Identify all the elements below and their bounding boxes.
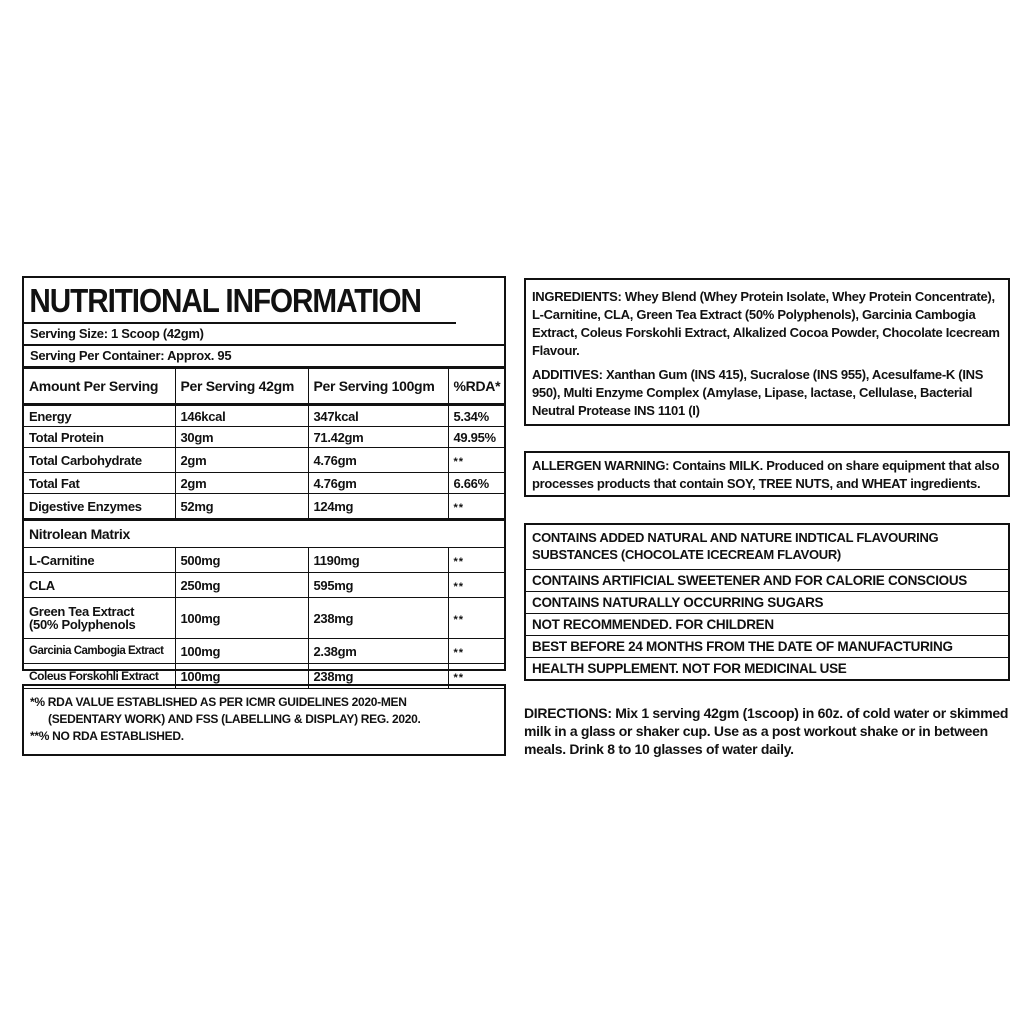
- nutrient-name: CLA: [24, 573, 175, 598]
- per-42gm: 2gm: [175, 448, 308, 473]
- per-42gm: 2gm: [175, 473, 308, 494]
- footnote-line: **% NO RDA ESTABLISHED.: [30, 729, 184, 743]
- column-header: %RDA*: [448, 369, 504, 405]
- nutrient-name: Coleus Forskohli Extract: [24, 664, 175, 689]
- nutrient-name: [24, 598, 175, 639]
- directions-label: DIRECTIONS:: [524, 705, 612, 721]
- footnote-line: *% RDA VALUE ESTABLISHED AS PER ICMR GUIDELINES 2020-MEN: [30, 695, 407, 709]
- directions: [524, 704, 1010, 758]
- additives-paragraph: [532, 366, 1002, 420]
- claims-box: [524, 523, 1010, 681]
- rda: 49.95%: [448, 427, 504, 448]
- table-row: [24, 548, 504, 573]
- per-100gm: 595mg: [308, 573, 448, 598]
- claim-line: NOT RECOMMENDED. FOR CHILDREN: [526, 614, 1008, 636]
- table-row: [24, 598, 504, 639]
- claim-line: BEST BEFORE 24 MONTHS FROM THE DATE OF MANUFACTURING: [526, 636, 1008, 658]
- claim-line: HEALTH SUPPLEMENT. NOT FOR MEDICINAL USE: [532, 661, 847, 676]
- per-100gm: 124mg: [308, 494, 448, 520]
- claim-line: CONTAINS ADDED NATURAL AND NATURE INDTICAL FLAVOURING SUBSTANCES (CHOCOLATE ICECREAM FLAVOUR): [526, 525, 1008, 570]
- nutrition-panel: [22, 276, 506, 684]
- rda: **: [448, 598, 504, 639]
- nutrition-title: NUTRITIONAL INFORMATION: [24, 278, 456, 324]
- per-100gm: 71.42gm: [308, 427, 448, 448]
- per-42gm: 146kcal: [175, 405, 308, 427]
- per-100gm: 238mg: [308, 598, 448, 639]
- servings-per-container: Serving Per Container: Approx. 95: [24, 346, 504, 368]
- ingredients-label: INGREDIENTS:: [532, 289, 622, 304]
- per-100gm: 4.76gm: [308, 473, 448, 494]
- additives-text: Xanthan Gum (INS 415), Sucralose (INS 955), Acesulfame-K (INS 950), Multi Enzyme Complex (Amylase, Lipase, lactase, Cellulase, Bacterial Neutral Protease INS 1101 (I): [532, 367, 984, 418]
- rda: 6.66%: [448, 473, 504, 494]
- per-42gm: 30gm: [175, 427, 308, 448]
- rda: **: [448, 573, 504, 598]
- nutrient-name-line2: (50% Polyphenols: [29, 617, 136, 632]
- column-header: Amount Per Serving: [24, 369, 175, 405]
- table-row: [24, 494, 504, 520]
- claim-line: CONTAINS NATURALLY OCCURRING SUGARS: [526, 592, 1008, 614]
- footnote-line: (SEDENTARY WORK) AND FSS (LABELLING & DISPLAY) REG. 2020.: [48, 712, 421, 726]
- per-100gm: 347kcal: [308, 405, 448, 427]
- rda: **: [448, 548, 504, 573]
- per-100gm: 2.38gm: [308, 639, 448, 664]
- additives-label: ADDITIVES:: [532, 367, 603, 382]
- table-row: [24, 448, 504, 473]
- rda: **: [448, 448, 504, 473]
- nutrition-table: [24, 368, 504, 689]
- allergen-warning-box: [524, 451, 1010, 497]
- nutrient-name: Total Protein: [24, 427, 175, 448]
- matrix-header-row: [24, 520, 504, 548]
- per-42gm: 52mg: [175, 494, 308, 520]
- table-row: [24, 473, 504, 494]
- rda: **: [448, 494, 504, 520]
- per-42gm: 100mg: [175, 639, 308, 664]
- rda: **: [448, 664, 504, 689]
- table-row: [24, 405, 504, 427]
- column-header: Per Serving 42gm: [175, 369, 308, 405]
- per-100gm: 4.76gm: [308, 448, 448, 473]
- allergen-text: Contains MILK. Produced on share equipment that also processes products that contain SOY, TREE NUTS, and WHEAT ingredients.: [532, 458, 1000, 491]
- nutrient-name: Digestive Enzymes: [24, 494, 175, 520]
- rda: **: [448, 639, 504, 664]
- table-row: [24, 427, 504, 448]
- per-42gm: 100mg: [175, 598, 308, 639]
- allergen-label: ALLERGEN WARNING:: [532, 458, 670, 473]
- nutrient-name: Garcinia Cambogia Extract: [24, 639, 175, 664]
- per-100gm: 1190mg: [308, 548, 448, 573]
- nutrient-name-line1: Green Tea Extract: [29, 604, 135, 619]
- nutrient-name: Total Fat: [24, 473, 175, 494]
- table-header-row: [24, 369, 504, 405]
- table-row: [24, 639, 504, 664]
- matrix-title: Nitrolean Matrix: [24, 520, 504, 548]
- rda: 5.34%: [448, 405, 504, 427]
- rda-footnote: [22, 684, 506, 756]
- serving-size: Serving Size: 1 Scoop (42gm): [24, 324, 504, 346]
- ingredients-box: [524, 278, 1010, 426]
- per-100gm: 238mg: [308, 664, 448, 689]
- per-42gm: 250mg: [175, 573, 308, 598]
- directions-text: Mix 1 serving 42gm (1scoop) in 60z. of cold water or skimmed milk in a glass or shaker cup. Use as a post workout shake or in between meals. Drink 8 to 10 glasses of water daily.: [524, 705, 1009, 757]
- column-header: Per Serving 100gm: [308, 369, 448, 405]
- ingredients-text: Whey Blend (Whey Protein Isolate, Whey Protein Concentrate), L-Carnitine, CLA, Green Tea Extract (50% Polyphenols), Garcinia Cambogia Extract, Coleus Forskohli Extract, Alkalized Cocoa Powder, Chocolate Icecream Flavour.: [532, 289, 1000, 358]
- claim-line: CONTAINS ARTIFICIAL SWEETENER AND FOR CALORIE CONSCIOUS: [526, 570, 1008, 592]
- nutrient-name: L-Carnitine: [24, 548, 175, 573]
- nutrient-name: Total Carbohydrate: [24, 448, 175, 473]
- per-42gm: 100mg: [175, 664, 308, 689]
- per-42gm: 500mg: [175, 548, 308, 573]
- nutrient-name: Energy: [24, 405, 175, 427]
- table-row: [24, 573, 504, 598]
- ingredients-paragraph: [532, 288, 1002, 360]
